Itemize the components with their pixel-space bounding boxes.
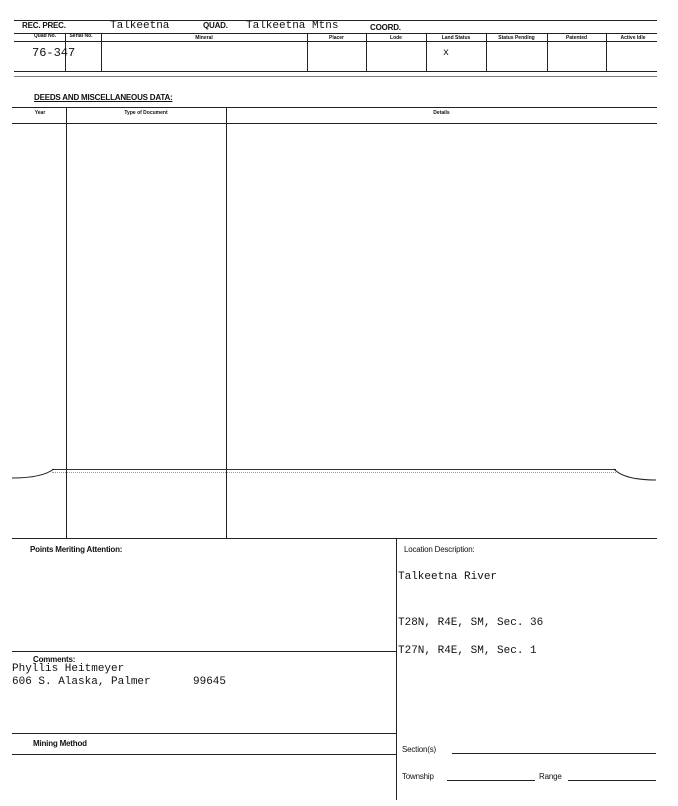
comments-address: 606 S. Alaska, Palmer (12, 676, 151, 688)
col-year: Year (34, 110, 46, 116)
quad-label: QUAD. (203, 21, 228, 30)
comments-label: Comments: (33, 655, 76, 664)
col-land-status: Land Status (441, 35, 471, 41)
col-patented: Patented (565, 35, 588, 41)
range-blank (568, 780, 656, 781)
rec-prec-label: REC. PREC. (22, 21, 66, 30)
seam-curve-right (614, 468, 658, 482)
col-placer: Placer (328, 35, 344, 41)
col-mineral: Mineral (195, 35, 213, 41)
col-active-idle: Active Idle (620, 35, 646, 41)
sections-blank (452, 753, 656, 754)
sections-label: Section(s) (402, 745, 437, 754)
township-blank (447, 780, 535, 781)
col-status-pending: Status Pending (498, 35, 535, 41)
location-line-1: T28N, R4E, SM, Sec. 36 (398, 617, 544, 629)
col-details: Details (433, 110, 450, 116)
quad-value: Talkeetna Mtns (246, 20, 339, 32)
mining-method-label: Mining Method (33, 739, 87, 748)
col-quad-no: Quad No. (33, 33, 57, 39)
deeds-section-title: DEEDS AND MISCELLANEOUS DATA: (34, 93, 173, 102)
location-line-2: T27N, R4E, SM, Sec. 1 (398, 645, 537, 657)
location-description-label: Location Description: (404, 545, 475, 554)
location-river: Talkeetna River (398, 571, 498, 583)
rec-prec-value: Talkeetna (110, 20, 170, 32)
quad-no-value: 76-347 (32, 46, 76, 60)
comments-name: Phyllis Heitmeyer (12, 663, 125, 675)
township-label: Township (402, 772, 434, 781)
comments-zip: 99645 (193, 676, 227, 688)
coord-label: COORD. (370, 23, 401, 32)
points-meriting-attention-label: Points Meriting Attention: (30, 545, 123, 554)
col-type-of-document: Type of Document (124, 110, 168, 116)
land-status-mark: x (443, 48, 450, 59)
seam-curve-left (12, 468, 56, 480)
range-label: Range (539, 772, 562, 781)
col-serial-no: Serial No. (69, 33, 93, 39)
col-lode: Lode (390, 35, 402, 41)
